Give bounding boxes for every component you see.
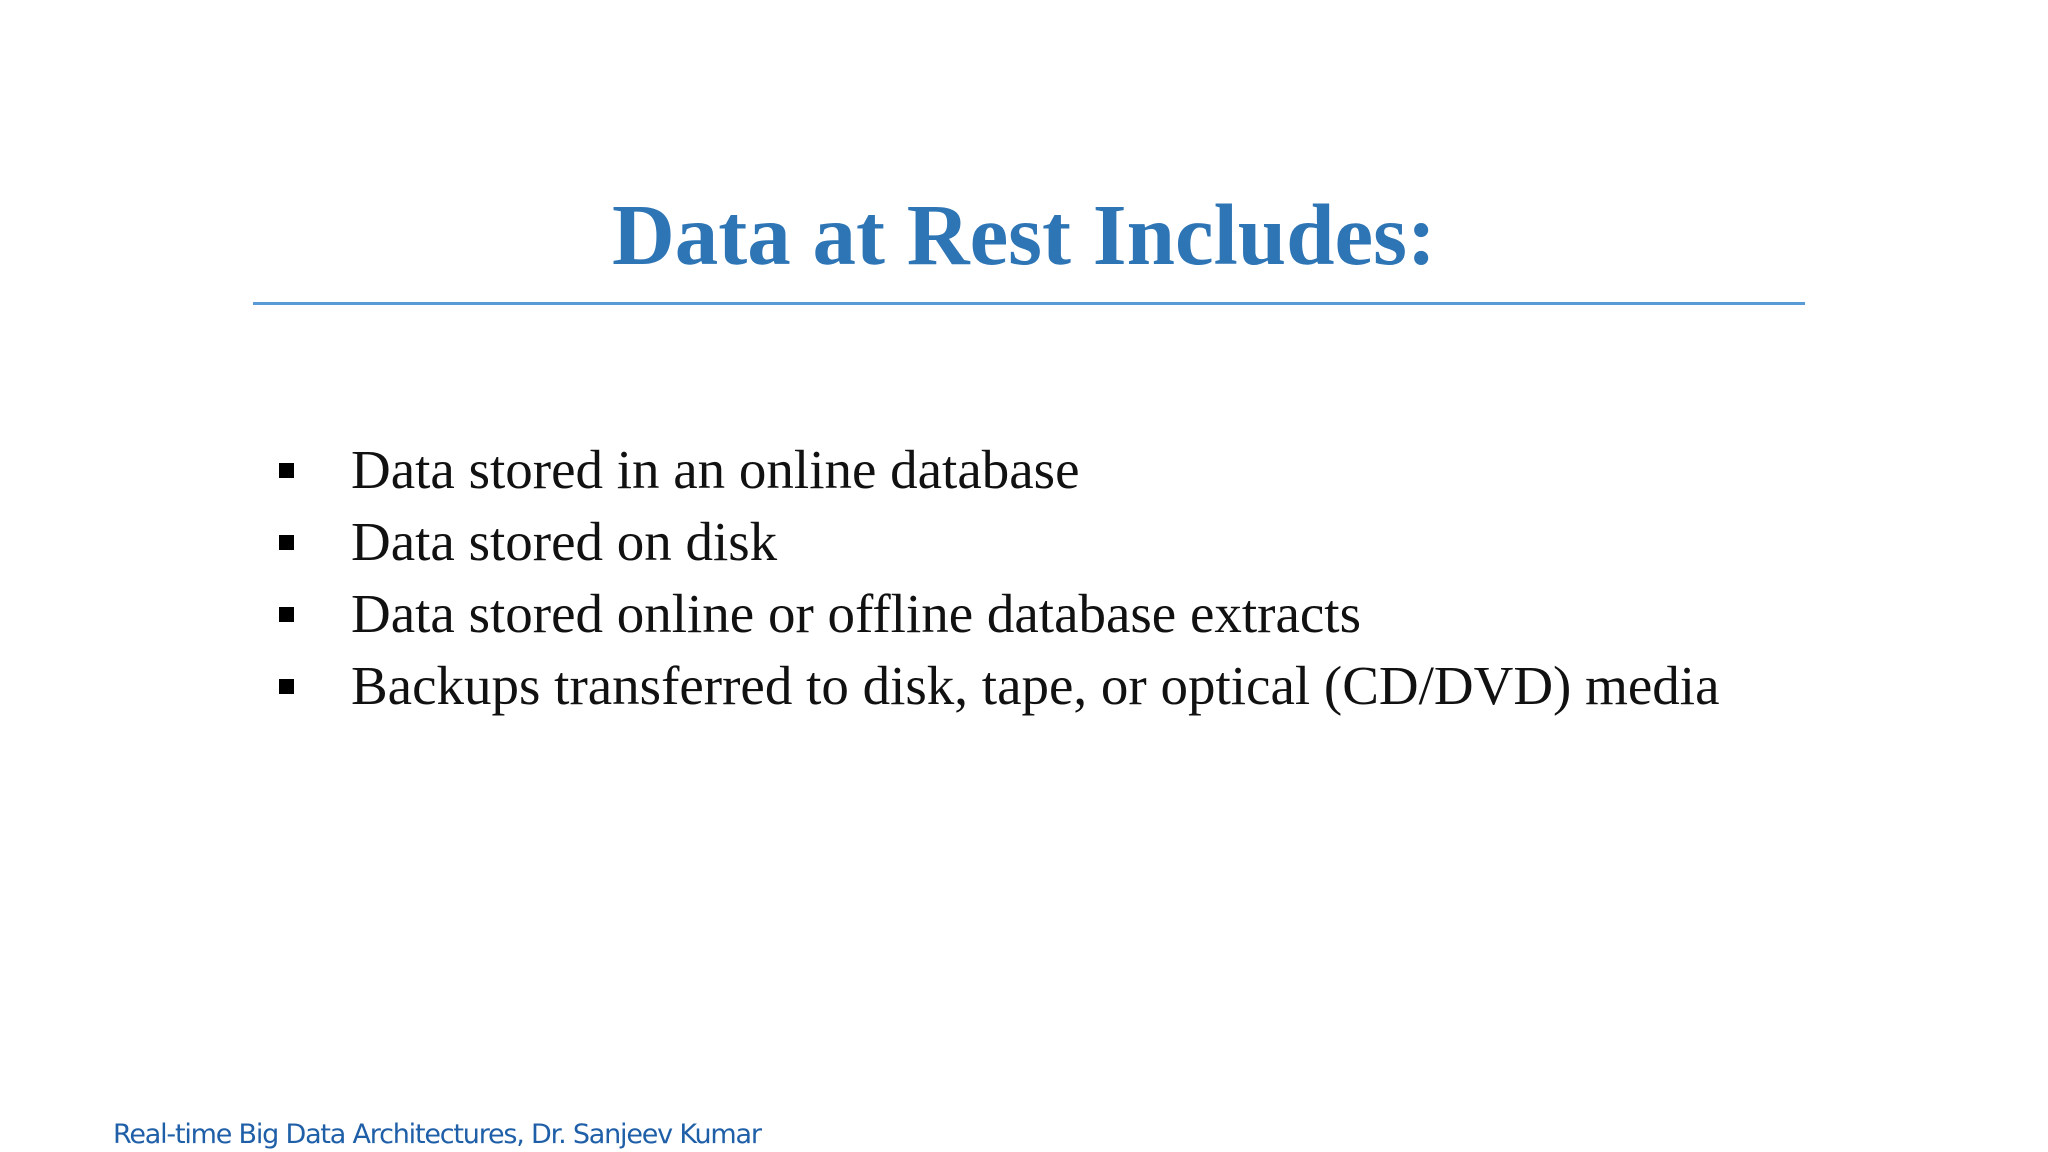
- bullet-item: [276, 506, 1826, 578]
- bullet-item: [276, 650, 1826, 722]
- bullet-text: Data stored on disk: [351, 511, 778, 572]
- square-bullet-icon: [279, 535, 294, 550]
- square-bullet-icon: [279, 607, 294, 622]
- square-bullet-icon: [279, 679, 294, 694]
- bullet-item: [276, 434, 1826, 506]
- bullet-text: Data stored online or offline database extracts: [351, 583, 1361, 644]
- square-bullet-icon: [279, 463, 294, 478]
- bullet-text: Data stored in an online database: [351, 439, 1080, 500]
- title-divider: [253, 302, 1805, 305]
- bullet-item: [276, 578, 1826, 650]
- bullet-list: [276, 434, 1826, 722]
- slide-footer: Real-time Big Data Architectures, Dr. Sanjeev Kumar: [113, 1119, 761, 1150]
- slide-title: Data at Rest Includes:: [611, 186, 1437, 283]
- bullet-text: Backups transferred to disk, tape, or optical (CD/DVD) media: [351, 655, 1720, 716]
